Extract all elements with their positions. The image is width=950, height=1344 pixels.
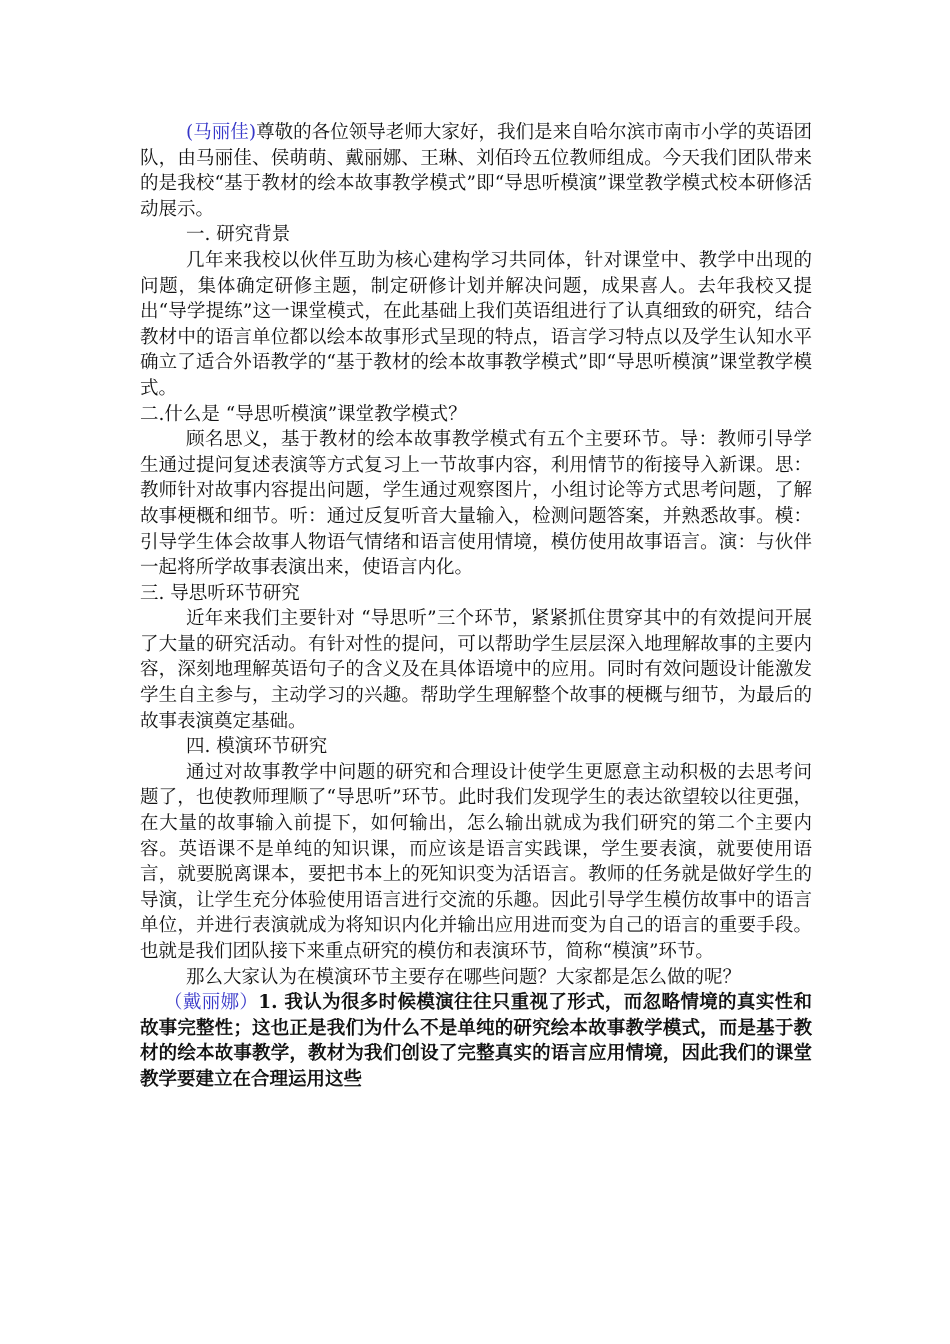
paragraph-background: 几年来我校以伙伴互助为核心建构学习共同体，针对课堂中、教学中出现的问题，集体确定研修主题，制定研修计划并解决问题，成果喜人。去年我校又提出“导学提练”这一课堂模式，在此基础上我们英语组进行了认真细致的研究，结合教材中的语言单位都以绘本故事形式呈现的特点，语言学习特点以及学生认知水平确立了适合外语教学的“基于教材的绘本故事教学模式”即“导思听模演”课堂教学模式。	[140, 249, 812, 399]
paragraph-question: 那么大家认为在模演环节主要存在哪些问题？大家都是怎么做的呢？	[186, 966, 742, 988]
heading-dao-si-ting: 三. 导思听环节研究	[140, 582, 300, 604]
paragraph-mo-yan: 通过对故事教学中问题的研究和合理设计使学生更愿意主动积极的去思考问题了，也使教师理顺了“导思听”环节。此时我们发现学生的表达欲望较以往更强，在大量的故事输入前提下，如何输出，怎么输出就成为我们研究的第二个主要内容。英语课不是单纯的知识课，而应该是语言实践课，学生要表演，就要使用语言，就要脱离课本，要把书本上的死知识变为活语言。教师的任务就是做好学生的导演，让学生充分体验使用语言进行交流的乐趣。因此引导学生模仿故事中的语言单位，并进行表演就成为将知识内化并输出应用进而变为自己的语言的重要手段。也就是我们团队接下来重点研究的模仿和表演环节，简称“模演”环节。	[140, 761, 812, 962]
paragraph-dai-lina	[140, 990, 812, 1092]
heading-mo-yan: 四. 模演环节研究	[186, 736, 328, 758]
paragraph-dao-si-ting: 近年来我们主要针对 “导思听”三个环节，紧紧抓住贯穿其中的有效提问开展了大量的研究活动。有针对性的提问，可以帮助学生层层深入地理解故事的主要内容，深刻地理解英语句子的含义及在具体语境中的应用。同时有效问题设计能激发学生自主参与，主动学习的兴趣。帮助学生理解整个故事的梗概与细节，为最后的故事表演奠定基础。	[140, 608, 812, 732]
intro-paragraph	[140, 120, 812, 222]
dai-lina-text: 1. 我认为很多时候模演往往只重视了形式，而忽略情境的真实性和故事完整性；这也正是我们为什么不是单纯的研究绘本故事教学模式，而是基于教材的绘本故事教学，教材为我们创设了完整真实的语言应用情境，因此我们的课堂教学要建立在合理运用这些	[140, 992, 812, 1090]
speaker-label-dai: （戴丽娜）	[164, 992, 259, 1014]
heading-what-is-mode: 二.什么是 “导思听模演”课堂教学模式？	[140, 403, 467, 425]
heading-background: 一. 研究背景	[186, 224, 291, 246]
speaker-label-ma: (马丽佳)	[186, 122, 257, 143]
intro-text: 尊敬的各位领导老师大家好，我们是来自哈尔滨市南市小学的英语团队，由马丽佳、侯萌萌、戴丽娜、王琳、刘佰玲五位教师组成。今天我们团队带来的是我校“基于教材的绘本故事教学模式”即“导思听模演”课堂教学模式校本研修活动展示。	[140, 122, 812, 220]
document-body	[140, 120, 812, 1093]
paragraph-what-is-mode: 顾名思义，基于教材的绘本故事教学模式有五个主要环节。导：教师引导学生通过提问复述表演等方式复习上一节故事内容，利用情节的衔接导入新课。思：教师针对故事内容提出问题，学生通过观察图片，小组讨论等方式思考问题，了解故事梗概和细节。听：通过反复听音大量输入，检测问题答案，并熟悉故事。模：引导学生体会故事人物语气情绪和语言使用情境，模仿使用故事语言。演：与伙伴一起将所学故事表演出来，使语言内化。	[140, 429, 812, 579]
